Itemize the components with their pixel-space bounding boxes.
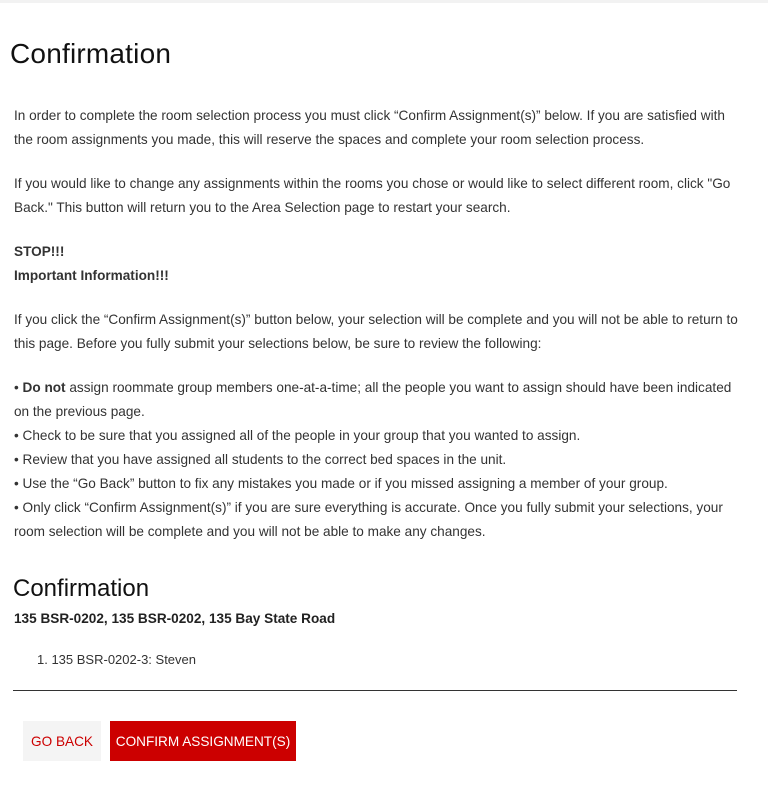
stop-label: STOP!!! [14, 244, 65, 259]
bullet-text: assign roommate group members one-at-a-time; all the people you want to assign should have been indicated on the previous page. [14, 380, 732, 419]
review-item: • Check to be sure that you assigned all of the people in your group that you wanted to assign. [14, 428, 581, 443]
intro-paragraph-1: In order to complete the room selection process you must click “Confirm Assignment(s)” below. If you are satisfied with the room assignments you made, this will reserve the spaces and complete your room selection process. [14, 108, 725, 147]
review-item: • Use the “Go Back” button to fix any mistakes you made or if you missed assigning a member of your group. [14, 476, 668, 491]
top-rule [0, 0, 768, 3]
assignment-list [37, 652, 196, 667]
go-back-button[interactable]: GO BACK [23, 721, 101, 761]
do-not-emphasis: Do not [22, 380, 66, 395]
divider [13, 690, 737, 691]
warning-heading [14, 240, 744, 288]
bullet-prefix: • [14, 380, 23, 395]
important-label: Important Information!!! [14, 268, 169, 283]
warning-paragraph: If you click the “Confirm Assignment(s)” button below, your selection will be complete and you will not be able to return to this page. Before you fully submit your selections below, be sure to review the following: [14, 312, 738, 351]
page-title: Confirmation [10, 38, 172, 69]
confirmation-section-title: Confirmation [13, 575, 150, 602]
assignment-item: 1. 135 BSR-0202-3: Steven [37, 652, 196, 667]
review-item: • Review that you have assigned all students to the correct bed spaces in the unit. [14, 452, 507, 467]
confirm-assignments-button[interactable]: CONFIRM ASSIGNMENT(S) [110, 721, 296, 761]
review-item [14, 376, 744, 424]
review-item: • Only click “Confirm Assignment(s)” if you are sure everything is accurate. Once you fully submit your selections, your room selection will be complete and you will not be able to make any changes. [14, 500, 723, 539]
review-list [14, 376, 744, 544]
instructions [14, 104, 744, 544]
room-address: 135 BSR-0202, 135 BSR-0202, 135 Bay State Road [14, 611, 336, 626]
intro-paragraph-2: If you would like to change any assignments within the rooms you chose or would like to select different room, click "Go Back." This button will return you to the Area Selection page to restart your search. [14, 176, 731, 215]
